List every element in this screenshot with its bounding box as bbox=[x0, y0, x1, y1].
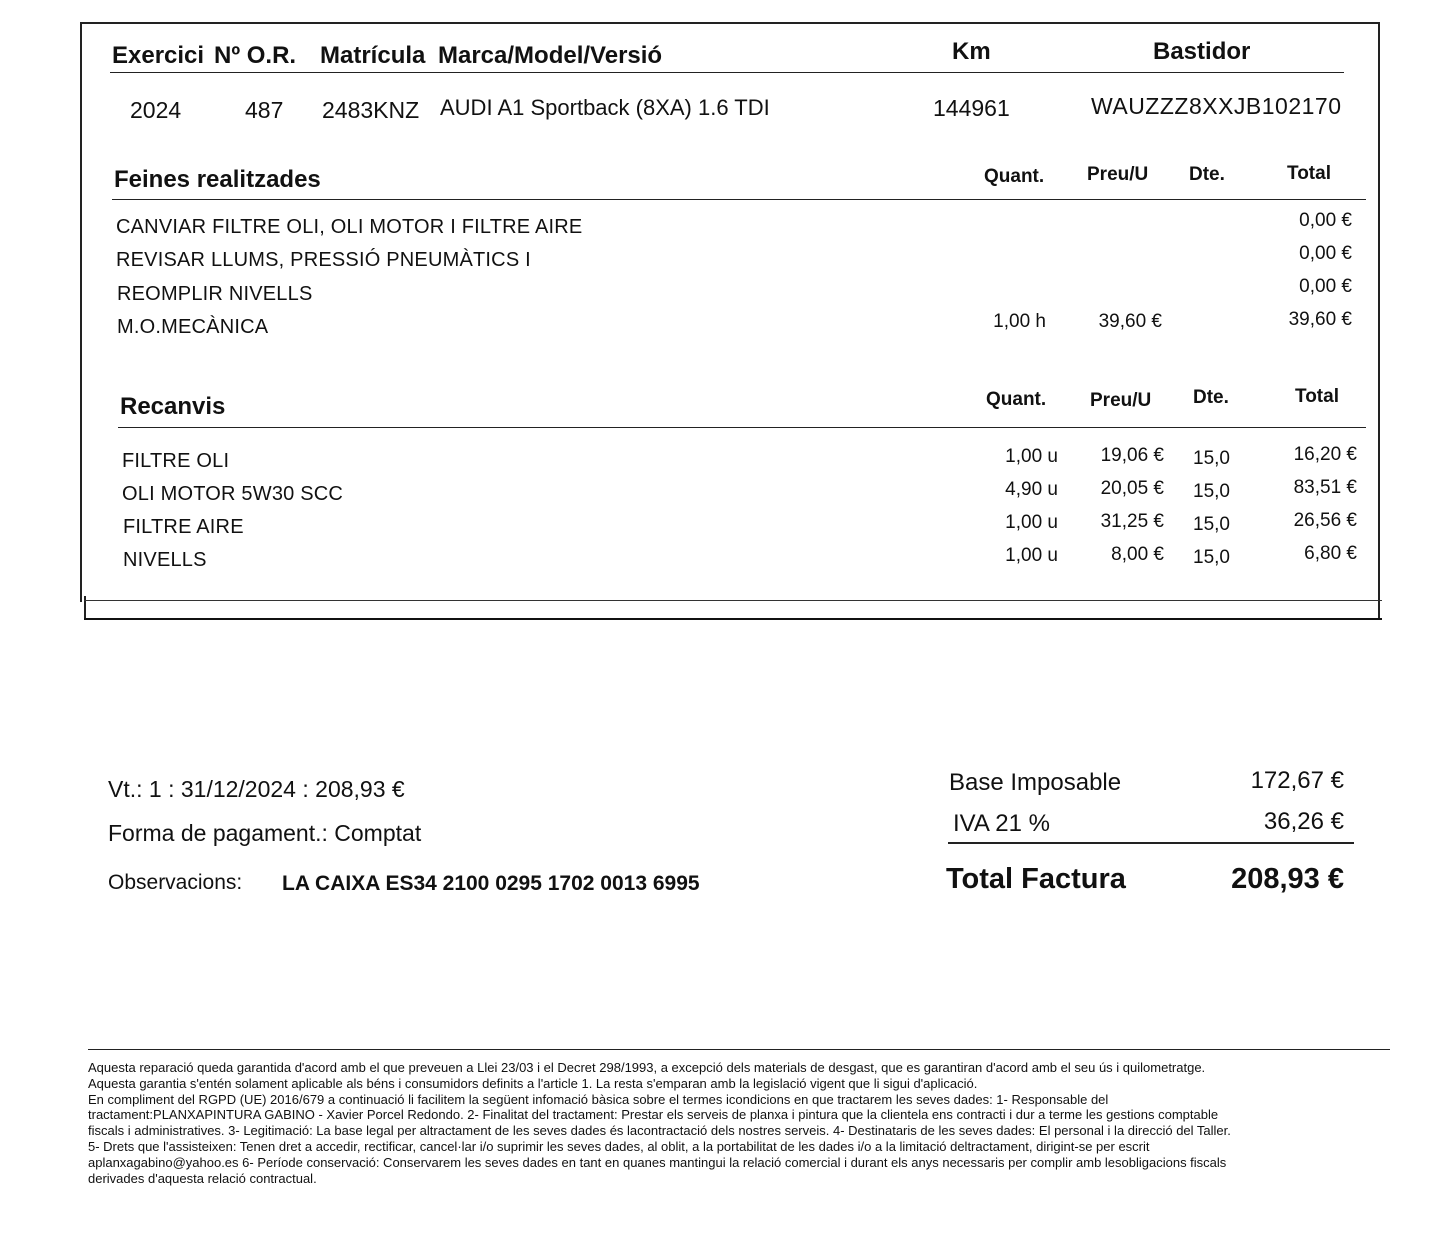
total-label: Total Factura bbox=[946, 863, 1126, 895]
recanvis-row-preu: 19,06 € bbox=[1100, 445, 1164, 466]
value-exercici: 2024 bbox=[130, 97, 182, 123]
feines-rule bbox=[112, 199, 1366, 200]
value-km: 144961 bbox=[933, 95, 1010, 121]
iva-label: IVA 21 % bbox=[953, 810, 1050, 837]
box-bottom-rule bbox=[84, 600, 1382, 601]
recanvis-row-dte: 15,0 bbox=[1193, 514, 1230, 535]
feines-col-dte: Dte. bbox=[1189, 164, 1225, 185]
recanvis-col-quant: Quant. bbox=[986, 389, 1047, 410]
recanvis-row-quant: 4,90 u bbox=[1005, 479, 1058, 500]
recanvis-row-quant: 1,00 u bbox=[1005, 512, 1058, 533]
col-matricula: Matrícula bbox=[320, 42, 426, 69]
feines-row-desc: REVISAR LLUMS, PRESSIÓ PNEUMÀTICS I bbox=[116, 249, 531, 271]
total-value: 208,93 € bbox=[1231, 863, 1344, 895]
col-exercici: Exercici bbox=[112, 42, 205, 69]
legal-line: Aquesta reparació queda garantida d'acord amb el que preveuen a Llei 23/03 i el Decret 298/1993, a excepció dels materials de desgast, que es garantiran d'acord amb el seu ús i quilometratge. bbox=[88, 1060, 1206, 1075]
feines-row-desc: CANVIAR FILTRE OLI, OLI MOTOR I FILTRE AIRE bbox=[116, 216, 583, 238]
recanvis-col-dte: Dte. bbox=[1193, 387, 1229, 408]
feines-col-total: Total bbox=[1287, 163, 1331, 184]
recanvis-row-preu: 8,00 € bbox=[1111, 544, 1164, 565]
recanvis-row-dte: 15,0 bbox=[1193, 448, 1230, 469]
value-or: 487 bbox=[245, 97, 284, 123]
col-or: Nº O.R. bbox=[214, 42, 297, 69]
col-km: Km bbox=[952, 38, 991, 65]
recanvis-row-preu: 31,25 € bbox=[1100, 511, 1164, 532]
feines-title: Feines realitzades bbox=[114, 166, 321, 193]
col-model: Marca/Model/Versió bbox=[438, 42, 663, 69]
recanvis-row-dte: 15,0 bbox=[1193, 547, 1230, 568]
recanvis-row-total: 83,51 € bbox=[1293, 477, 1357, 498]
feines-col-quant: Quant. bbox=[984, 166, 1045, 187]
value-model: AUDI A1 Sportback (8XA) 1.6 TDI bbox=[440, 95, 770, 120]
feines-row-total: 0,00 € bbox=[1299, 243, 1352, 264]
base-label: Base Imposable bbox=[949, 769, 1122, 796]
feines-row-desc: REOMPLIR NIVELLS bbox=[117, 283, 313, 305]
recanvis-row-desc: FILTRE OLI bbox=[122, 450, 230, 472]
legal-line: aplanxagabino@yahoo.es 6- Període conservació: Conservarem les seves dades en tant en quanes mantingui la relació comercial i durant els anys necessaris per complir amb lesobligacions fiscals bbox=[88, 1154, 1227, 1170]
base-value: 172,67 € bbox=[1250, 767, 1344, 794]
recanvis-row-desc: OLI MOTOR 5W30 SCC bbox=[122, 483, 344, 505]
recanvis-row-total: 6,80 € bbox=[1304, 543, 1357, 564]
col-bastidor: Bastidor bbox=[1153, 38, 1251, 65]
feines-row-total: 0,00 € bbox=[1299, 210, 1352, 231]
recanvis-col-preu: Preu/U bbox=[1090, 390, 1152, 411]
box-bottom-border bbox=[84, 618, 1382, 620]
recanvis-row-dte: 15,0 bbox=[1193, 481, 1230, 502]
recanvis-row-quant: 1,00 u bbox=[1005, 545, 1058, 566]
recanvis-row-total: 16,20 € bbox=[1293, 444, 1357, 465]
recanvis-row-desc: NIVELLS bbox=[123, 549, 207, 571]
recanvis-row-total: 26,56 € bbox=[1293, 510, 1357, 531]
recanvis-row-preu: 20,05 € bbox=[1100, 478, 1164, 499]
observations-label: Observacions: bbox=[108, 871, 243, 894]
recanvis-row-desc: FILTRE AIRE bbox=[123, 516, 244, 538]
payment-due: Vt.: 1 : 31/12/2024 : 208,93 € bbox=[108, 776, 405, 802]
recanvis-title: Recanvis bbox=[120, 393, 226, 420]
legal-line: fiscals i administratives. 3- Legitimació: La base legal per altractament de les seves dades és lacontractació dels nostres serveis. 4- Destinataris de les seves dades: El personal i la direcció del Taller. bbox=[88, 1123, 1231, 1139]
legal-line: Aquesta garantia s'entén solament aplicable als béns i consumidors definits a l'article 1. La resta s'emparan amb la legislació vigent que li sigui d'aplicació. bbox=[88, 1075, 978, 1091]
recanvis-row-quant: 1,00 u bbox=[1005, 446, 1058, 467]
feines-row-quant: 1,00 h bbox=[993, 311, 1046, 332]
legal-line: derivades d'aquesta relació contractual. bbox=[88, 1170, 317, 1186]
feines-col-preu: Preu/U bbox=[1087, 164, 1149, 185]
legal-line: tractament:PLANXAPINTURA GABINO - Xavier Porcel Redondo. 2- Finalitat del tractament: Prestar els serveis de planxa i pintura que la clientela ens contracti i dur a terme les gestions comptable bbox=[88, 1107, 1219, 1123]
observations-value: LA CAIXA ES34 2100 0295 1702 0013 6995 bbox=[282, 872, 700, 895]
feines-row-total: 0,00 € bbox=[1299, 276, 1352, 297]
recanvis-col-total: Total bbox=[1295, 386, 1339, 407]
legal-line: En compliment del RGPD (UE) 2016/679 a continuació li facilitem la següent infomació bàsica sobre el termes icondicions en que tractarem les seves dades: 1- Responsable del bbox=[88, 1091, 1109, 1107]
legal-rule bbox=[88, 1049, 1390, 1050]
legal-line: 5- Drets que l'assisteixen: Tenen dret a accedir, rectificar, cancel·lar i/o suprimir les seves dades, al oblit, a la portabilitat de les dades i/o a la limitació deltractament, dirigint-se per escrit bbox=[88, 1138, 1150, 1154]
payment-method: Forma de pagament.: Comptat bbox=[108, 820, 422, 846]
legal-notice bbox=[88, 1060, 1388, 1186]
summary-rule bbox=[948, 842, 1354, 844]
value-matricula: 2483KNZ bbox=[322, 97, 420, 123]
header-rule bbox=[110, 72, 1344, 73]
feines-row-desc: M.O.MECÀNICA bbox=[117, 316, 269, 338]
iva-value: 36,26 € bbox=[1263, 808, 1344, 835]
feines-row-total: 39,60 € bbox=[1288, 309, 1352, 330]
value-bastidor: WAUZZZ8XXJB102170 bbox=[1091, 93, 1342, 119]
feines-row-preu: 39,60 € bbox=[1098, 311, 1162, 332]
recanvis-rule bbox=[118, 427, 1366, 428]
